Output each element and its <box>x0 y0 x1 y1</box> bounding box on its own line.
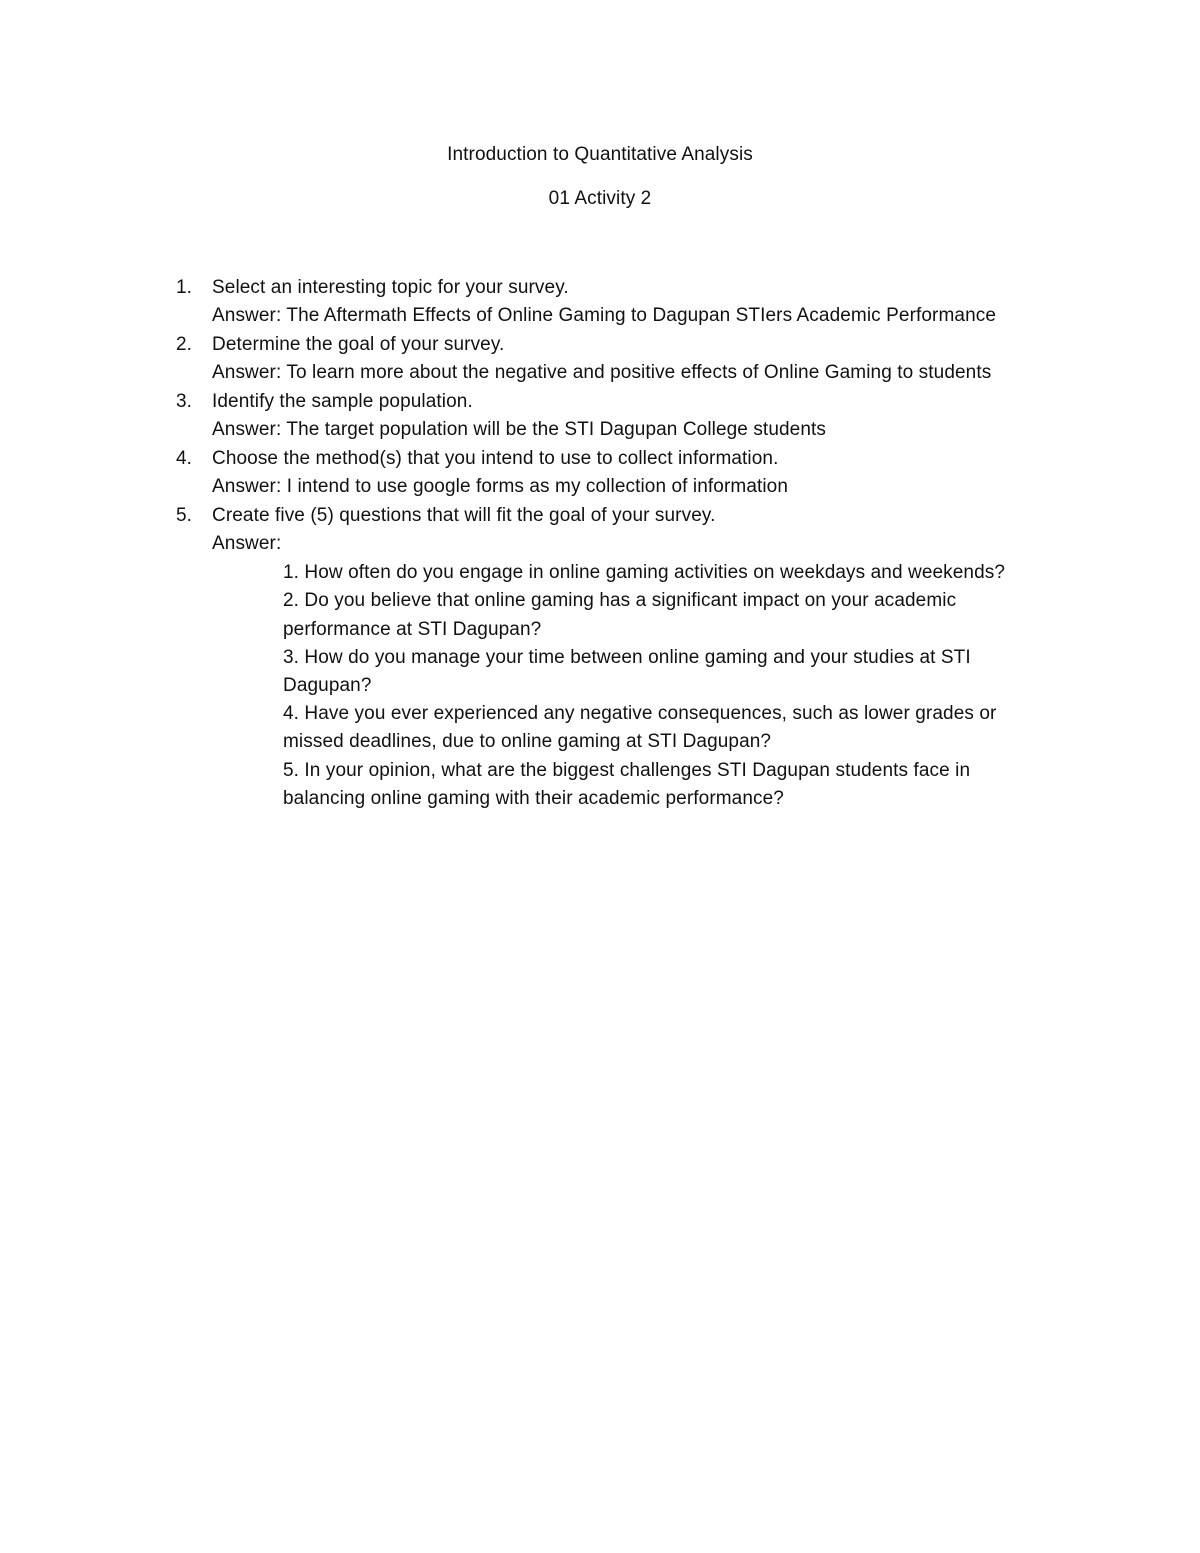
list-item-prompt: Determine the goal of your survey. <box>212 334 505 355</box>
list-item-prompt: Choose the method(s) that you intend to use to collect information. <box>212 448 779 469</box>
list-item-number: 1. <box>176 277 193 298</box>
survey-question-line: 4. Have you ever experienced any negative consequences, such as lower grades or <box>283 703 997 724</box>
list-item-prompt: Identify the sample population. <box>212 391 473 412</box>
survey-question-line: 5. In your opinion, what are the biggest challenges STI Dagupan students face in <box>283 760 971 781</box>
list-item-answer-2: Answer: To learn more about the negative and positive effects of Online Gaming to students <box>212 362 992 383</box>
list-item-prompt: Select an interesting topic for your survey. <box>212 277 569 298</box>
survey-question-line: balancing online gaming with their academic performance? <box>283 788 784 809</box>
document-title: Introduction to Quantitative Analysis <box>447 144 753 165</box>
list-item-answer-5: Answer: <box>212 533 282 554</box>
survey-question-line: 1. How often do you engage in online gaming activities on weekdays and weekends? <box>283 562 1006 583</box>
list-item-answer-1: Answer: The Aftermath Effects of Online Gaming to Dagupan STIers Academic Performance <box>212 305 997 326</box>
list-item-number: 3. <box>176 391 193 412</box>
document-subtitle: 01 Activity 2 <box>548 188 652 209</box>
survey-question-line: 2. Do you believe that online gaming has a significant impact on your academic <box>283 590 957 611</box>
list-item-answer-3: Answer: The target population will be the STI Dagupan College students <box>212 419 826 440</box>
list-item-number: 5. <box>176 505 193 526</box>
list-item-number: 4. <box>176 448 193 469</box>
survey-question-line: Dagupan? <box>283 675 372 696</box>
survey-question-line: missed deadlines, due to online gaming at STI Dagupan? <box>283 731 772 752</box>
survey-question-line: 3. How do you manage your time between online gaming and your studies at STI <box>283 647 971 668</box>
list-item-prompt: Create five (5) questions that will fit the goal of your survey. <box>212 505 716 526</box>
list-item-number: 2. <box>176 334 193 355</box>
list-item-answer-4: Answer: I intend to use google forms as my collection of information <box>212 476 789 497</box>
survey-question-line: performance at STI Dagupan? <box>283 619 542 640</box>
